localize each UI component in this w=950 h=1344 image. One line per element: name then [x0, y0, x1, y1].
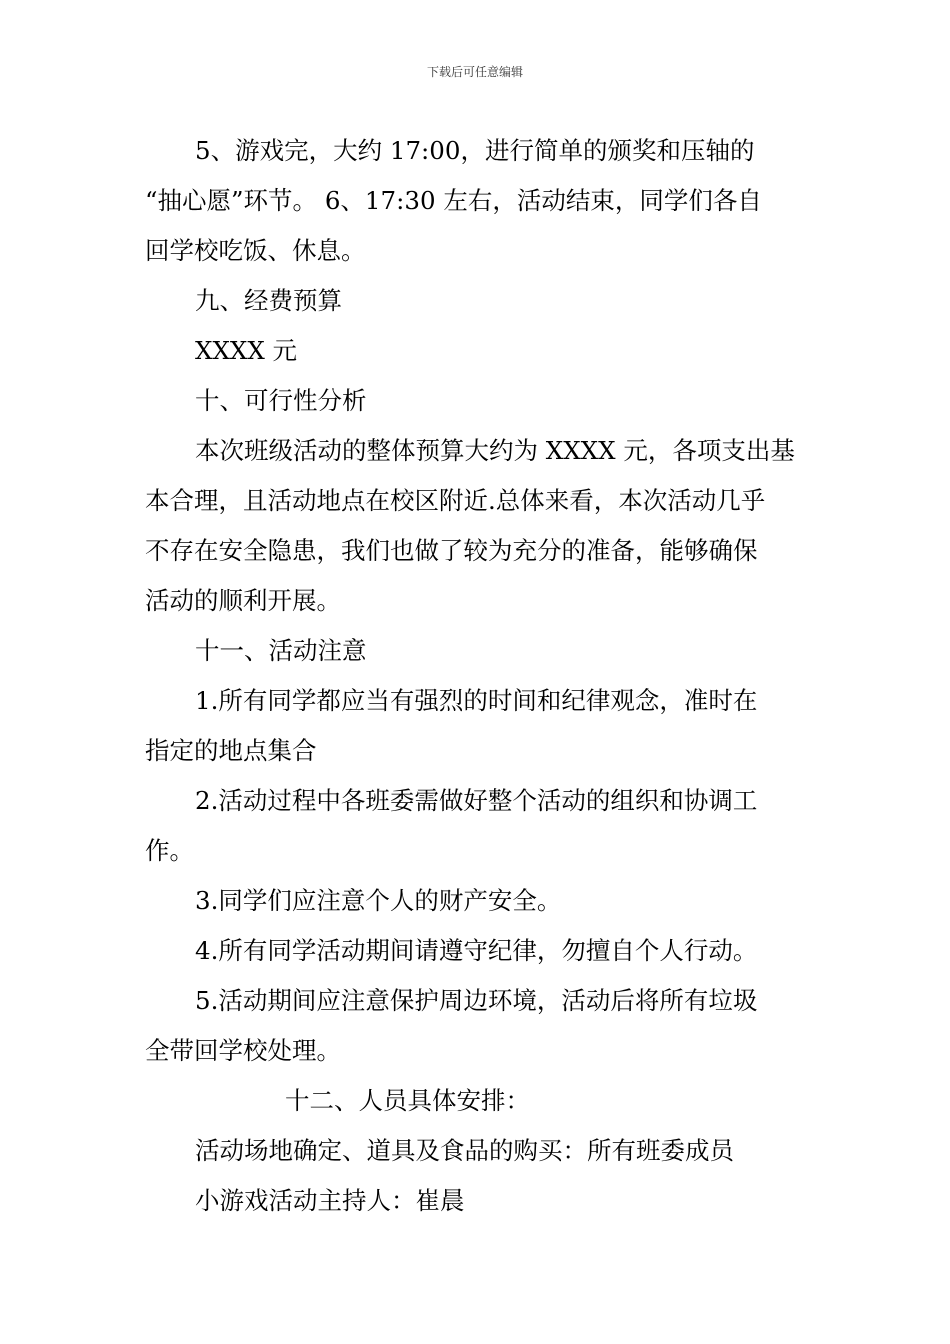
paragraph-line: 本合理，且活动地点在校区附近.总体来看，本次活动几乎	[145, 486, 766, 515]
document-body	[145, 126, 810, 1226]
section-heading: 十一、活动注意	[195, 636, 367, 665]
page-header: 下载后可任意编辑	[426, 65, 523, 79]
paragraph-line: 本次班级活动的整体预算大约为 XXXX 元，各项支出基	[195, 436, 795, 465]
paragraph-line: XXXX 元	[195, 336, 298, 365]
paragraph-line: 指定的地点集合	[145, 736, 317, 765]
paragraph-line: 1.所有同学都应当有强烈的时间和纪律观念，准时在	[195, 686, 758, 715]
paragraph-line: 活动场地确定、道具及食品的购买：所有班委成员	[195, 1136, 734, 1165]
paragraph-line: 5.活动期间应注意保护周边环境，活动后将所有垃圾	[195, 986, 758, 1015]
paragraph-line: 5、游戏完，大约 17:00，进行简单的颁奖和压轴的	[195, 136, 755, 165]
paragraph-line: 2.活动过程中各班委需做好整个活动的组织和协调工	[195, 786, 758, 815]
paragraph-line: 回学校吃饭、休息。	[145, 236, 366, 265]
paragraph-line: 活动的顺利开展。	[145, 586, 341, 615]
paragraph-line: 不存在安全隐患，我们也做了较为充分的准备，能够确保	[145, 536, 758, 565]
paragraph-line: “抽心愿”环节。 6、17:30 左右，活动结束，同学们各自	[145, 186, 762, 215]
paragraph-line: 4.所有同学活动期间请遵守纪律，勿擅自个人行动。	[195, 936, 758, 965]
paragraph-line: 全带回学校处理。	[145, 1036, 341, 1065]
paragraph-line: 小游戏活动主持人：崔晨	[195, 1186, 465, 1215]
paragraph-line: 3.同学们应注意个人的财产安全。	[195, 886, 562, 915]
section-heading: 十、可行性分析	[195, 386, 367, 415]
section-heading: 九、经费预算	[195, 286, 342, 315]
section-heading: 十二、人员具体安排：	[285, 1086, 530, 1115]
paragraph-line: 作。	[145, 836, 194, 865]
